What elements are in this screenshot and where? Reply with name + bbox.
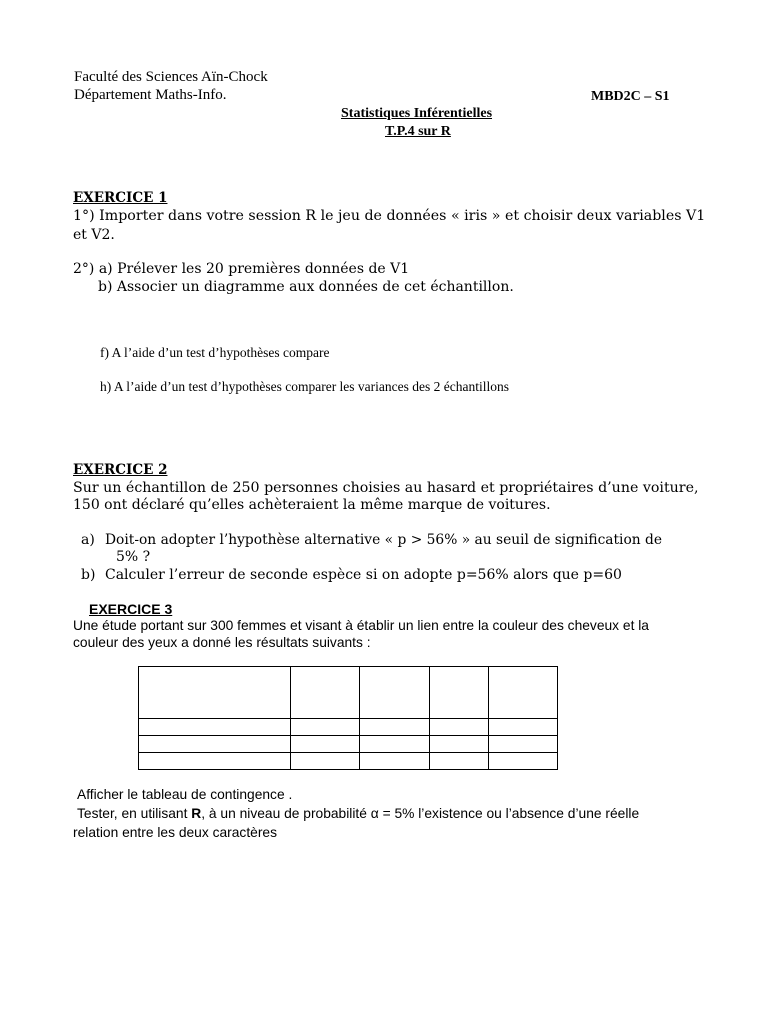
table-cell: [430, 753, 489, 770]
table-cell: [139, 753, 291, 770]
table-cell: [360, 753, 430, 770]
exercise-1-q1-line2: et V2.: [73, 227, 115, 243]
exercise-3-heading: EXERCICE 3: [89, 601, 173, 617]
table-row: [139, 719, 558, 736]
faculty-name: Faculté des Sciences Aïn-Chock: [74, 69, 268, 85]
exercise-1-heading: EXERCICE 1: [73, 190, 168, 206]
table-row: [139, 753, 558, 770]
tester-pre: Tester, en utilisant: [77, 806, 192, 821]
table-cell: [291, 736, 360, 753]
exercise-3-tester-line2: relation entre les deux caractères: [73, 825, 277, 840]
course-code: MBD2C – S1: [591, 89, 670, 104]
exercise-1-q2b: b) Associer un diagramme aux données de cet échantillon.: [98, 279, 514, 295]
table-cell: [291, 667, 360, 719]
exercise-3-line2: couleur des yeux a donné les résultats suivants :: [73, 635, 371, 650]
exercise-2-line2: 150 ont déclaré qu’elles achèteraient la même marque de voitures.: [73, 497, 551, 513]
table-cell: [139, 736, 291, 753]
exercise-3-line1: Une étude portant sur 300 femmes et visant à établir un lien entre la couleur des cheveux et la: [73, 618, 649, 633]
department-name: Département Maths-Info.: [74, 87, 227, 103]
exercise-2-heading: EXERCICE 2: [73, 462, 168, 478]
contingency-table: [138, 666, 558, 770]
table-cell: [360, 736, 430, 753]
table-cell: [489, 667, 558, 719]
document-subtitle: T.P.4 sur R: [385, 124, 451, 139]
table-cell: [139, 719, 291, 736]
table-cell: [430, 667, 489, 719]
table-cell: [139, 667, 291, 719]
exercise-1-q2a: 2°) a) Prélever les 20 premières données de V1: [73, 261, 410, 277]
exercise-3-tester-line1: [77, 806, 639, 821]
exercise-2-b-label: b): [81, 567, 96, 583]
document-title: Statistiques Inférentielles: [341, 106, 493, 121]
exercise-1-qh: h) A l’aide d’un test d’hypothèses comparer les variances des 2 échantillons: [100, 379, 510, 394]
table-cell: [430, 719, 489, 736]
table-cell: [291, 753, 360, 770]
table-cell: [291, 719, 360, 736]
tester-post: , à un niveau de probabilité α = 5% l’existence ou l’absence d’une réelle: [201, 806, 640, 821]
table-cell: [360, 719, 430, 736]
exercise-2-b-line: Calculer l’erreur de seconde espèce si on adopte p=56% alors que p=60: [105, 567, 622, 583]
exercise-1-q1-line1: 1°) Importer dans votre session R le jeu de données « iris » et choisir deux variables V1: [73, 208, 706, 224]
exercise-2-line1: Sur un échantillon de 250 personnes choisies au hasard et propriétaires d’une voiture,: [73, 480, 699, 496]
exercise-2-a-label: a): [81, 532, 95, 548]
exercise-2-a-line1: Doit-on adopter l’hypothèse alternative « p > 56% » au seuil de signification de: [105, 532, 663, 548]
table-cell: [489, 736, 558, 753]
table-row: [139, 667, 558, 719]
table-cell: [430, 736, 489, 753]
exercise-1-qf: f) A l’aide d’un test d’hypothèses compare: [100, 345, 330, 360]
exercise-3-afficher: Afficher le tableau de contingence .: [77, 787, 293, 802]
tester-r: R: [191, 806, 202, 821]
table-cell: [489, 719, 558, 736]
table-row: [139, 736, 558, 753]
exercise-2-a-line2: 5% ?: [116, 549, 151, 565]
table-cell: [360, 667, 430, 719]
table-cell: [489, 753, 558, 770]
